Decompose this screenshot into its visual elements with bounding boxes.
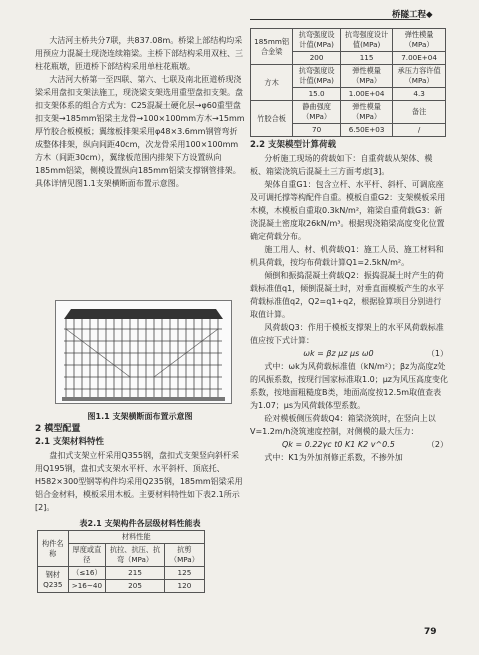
section-title: 2 模型配置: [35, 424, 81, 434]
right-column: [250, 28, 448, 464]
paragraph: 分析施工现场的荷载如下：自重荷载从架体、模板、箱梁浇筑后混凝土三方面考虑[3]。: [250, 154, 433, 176]
table-row: [251, 65, 446, 88]
table-title: 表2.1 支架构件各层级材料性能表: [79, 519, 201, 528]
subsection-title: 2.2 支架模型计算荷载: [250, 140, 337, 150]
table-cell: 205: [106, 580, 165, 593]
formula-number: （1）: [426, 349, 448, 358]
paragraph: 大洁河大桥第一至四联、第六、七联及南北匝道桥现浇梁采用盘扣支架法施工，现浇梁支架选用重型盘扣支架。盘扣支架体系的组合方式为：C25混凝土硬化层→φ60重型盘扣支架→185mm铝梁主龙骨→100×100mm方木→15mm厚竹胶合板模板；翼缘板排架采用φ48×3.6mm钢管弯折成整体排架，纵向间距40cm，次龙骨采用100×100mm方木（间距30cm），翼缘板范围内排架下方设置纵向185mm铝梁，侧模设置纵向185mm铝梁支撑钢管排架。具体详情见图1.1支架横断面布置示意图。: [35, 75, 245, 188]
table-row: [251, 29, 446, 52]
paragraph: 式中：ωk为风荷载标准值（kN/m²）；βz为高度z处的风振系数，按现行国家标准取1.0；μz为风压高度变化系数，按地面粗糙度B类，地面高度按12.5m取值查表为1.07；μs为风荷载体型系数。: [250, 362, 449, 410]
table-cell: 6.50E+03: [340, 124, 392, 137]
paragraph: 大洁河主桥共分7联，共837.08m。桥梁上部结构均采用预应力混凝土现浇连续箱梁。主桥下部结构采用双柱、三柱花瓶墩，匝道桥下部结构采用单柱花瓶墩。: [35, 36, 243, 71]
table-cell: /: [393, 124, 446, 137]
paragraph: 施工用人、材、机荷载Q1：施工人员、施工材料和机具荷载，按均布荷载计算Q1=2.5kN/m²。: [250, 245, 444, 267]
page-header: [0, 0, 479, 26]
table-header-cell: 弹性模量（MPa）: [340, 65, 392, 88]
page-number: 79: [424, 627, 437, 637]
table-header-cell: 备注: [393, 101, 446, 124]
table-cell: 7.00E+04: [393, 52, 446, 65]
figure-drawing: [56, 301, 231, 403]
table-cell: 钢材Q235: [38, 567, 69, 593]
table-cell: 4.3: [393, 88, 446, 101]
table-header-cell: 抗拉、抗压、抗弯（MPa）: [106, 544, 165, 567]
formula-text: Qk = 0.22γc t0 K1 K2 v^0.5: [282, 440, 395, 449]
table-header-cell: 抗弯强度设计值(MPa): [340, 29, 392, 52]
paragraph: 式中：K1为外加剂修正系数，不掺外加: [264, 453, 403, 462]
header-title: 桥隧工程◆: [392, 10, 433, 20]
table-cell: 115: [340, 52, 392, 65]
paragraph: 倾倒和振捣混凝土荷载Q2：振捣混凝土时产生的荷载标准值q1，倾倒混凝土时，对垂直面模板产生的水平荷载标准值q2，Q2=q1+q2，根据验算项目分别进行取值计算。: [250, 271, 445, 319]
table-cell: （≤16）: [68, 567, 106, 580]
table-cell: 竹胶合板: [251, 101, 293, 137]
table-cell: 200: [293, 52, 341, 65]
table-cell: 125: [164, 567, 204, 580]
paragraph: 风荷载Q3：作用于模板支撑架上的水平风荷载标准值应按下式计算：: [250, 323, 444, 345]
left-column-lower: [35, 410, 245, 593]
table-cell: 70: [293, 124, 341, 137]
table-header-cell: 抗剪（MPa）: [164, 544, 204, 567]
paragraph: 架体自重G1：包含立杆、水平杆、斜杆、可调底座及可调托撑等构配件自重。模板自重G2：支架模板采用木模，木模板自重取0.3kN/m²，箱梁自重荷载G3：新浇混凝土密度取26kN/m³。根据现浇箱梁高度变化位置确定荷载分布。: [250, 180, 446, 241]
subsection-title: 2.1 支架材料特性: [35, 437, 105, 447]
table-row: [38, 531, 205, 544]
component-properties-table: [250, 28, 446, 137]
table-row: [38, 567, 205, 580]
table-cell: 185mm铝合金梁: [251, 29, 293, 65]
figure-caption: 图1.1 支架横断面布置示意图: [87, 412, 193, 421]
left-column: [35, 34, 245, 190]
table-header-cell: 弹性模量（MPa）: [393, 29, 446, 52]
table-header-cell: 弹性模量（MPa）: [340, 101, 392, 124]
table-cell: 120: [164, 580, 204, 593]
table-cell: 215: [106, 567, 165, 580]
table-header-cell: 抗弯强度设计值(MPa): [293, 29, 341, 52]
table-cell: 1.00E+04: [340, 88, 392, 101]
formula-number: （2）: [426, 440, 448, 449]
material-properties-table: [37, 530, 205, 593]
formula-text: ωk = βz μz μs ω0: [303, 349, 374, 358]
support-cross-section-figure: [55, 300, 232, 404]
table-cell: >16~40: [68, 580, 106, 593]
table-cell: 15.0: [293, 88, 341, 101]
table-row: [251, 101, 446, 124]
table-header-cell: 材料性能: [68, 531, 204, 544]
paragraph: 砼对模板侧压荷载Q4：箱梁浇筑时，在竖向上以V=1.2m/h浇筑速度控制，对侧模的最大压力：: [250, 414, 436, 436]
formula-2: [250, 438, 448, 451]
table-header-cell: 构件名称: [38, 531, 69, 567]
formula-1: [250, 347, 448, 360]
table-header-cell: 抗弯强度设计值(MPa): [293, 65, 341, 88]
table-cell: 方木: [251, 65, 293, 101]
table-header-cell: 静曲强度（MPa）: [293, 101, 341, 124]
table-header-cell: 厚度或直径: [68, 544, 106, 567]
table-header-cell: 承压力容许值（MPa）: [393, 65, 446, 88]
paragraph: 盘扣式支架立杆采用Q355钢，盘扣式支架竖向斜杆采用Q195钢，盘扣式支架水平杆、水平斜杆、顶底托、H582×300型钢等构件均采用Q235钢，185mm铝梁采用铝合金材料，模板采用木板。主要材料特性如下表2.1所示[2]。: [35, 451, 243, 512]
